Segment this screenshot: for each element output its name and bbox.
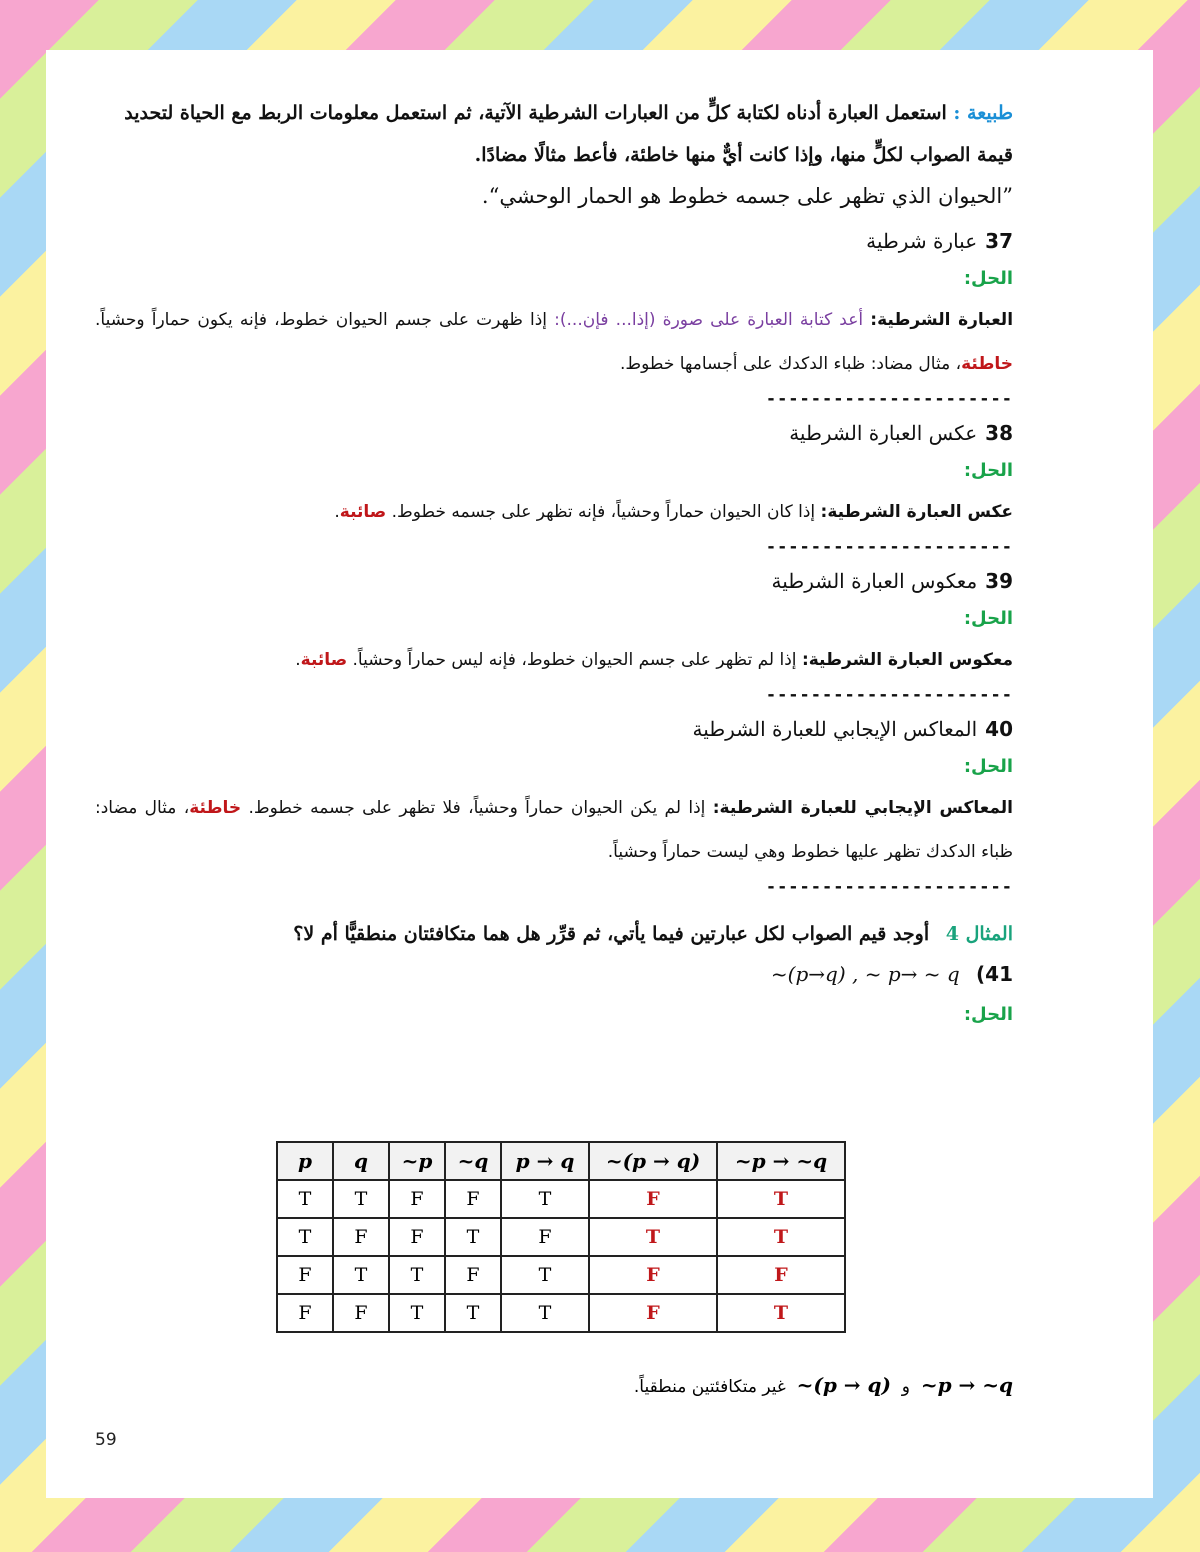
question-39-heading: [95, 564, 1013, 598]
header-p: p: [277, 1142, 333, 1180]
conclusion-expr-1: ~p → ~q: [920, 1373, 1013, 1397]
answer-39-text: إذا لم تظهر على جسم الحيوان خطوط، فإنه ليس حماراً وحشياً.: [352, 650, 797, 670]
question-38-number: 38: [985, 421, 1013, 445]
header-not-p: ~p: [389, 1142, 445, 1180]
separator-line: ----------------------: [765, 685, 1013, 705]
header-not-q: ~q: [445, 1142, 501, 1180]
table-cell: F: [389, 1180, 445, 1218]
header-q: q: [333, 1142, 389, 1180]
table-cell: T: [333, 1180, 389, 1218]
table-cell: T: [277, 1180, 333, 1218]
table-cell: F: [589, 1256, 717, 1294]
table-cell: T: [717, 1294, 845, 1332]
question-37-title: عبارة شرطية: [866, 229, 978, 253]
question-41-expression: ~(p→q) , ~ p→ ~ q: [770, 962, 960, 986]
table-cell: T: [389, 1294, 445, 1332]
separator-line: ----------------------: [765, 537, 1013, 557]
answer-39-end: .: [295, 650, 301, 670]
table-cell: T: [333, 1256, 389, 1294]
answer-38: [95, 490, 1013, 534]
solution-label-37: الحل:: [963, 268, 1013, 289]
intro-text: استعمل العبارة أدناه لكتابة كلٍّ من العبارات الشرطية الآتية، ثم استعمل معلومات الربط مع الحياة لتحديد قيمة الصواب لكلٍّ منها، وإذا كانت أيٌّ منها خاطئة، فأعط مثالًا مضادًا.: [124, 102, 1013, 166]
table-cell: T: [389, 1256, 445, 1294]
answer-38-verdict: صائبة: [339, 502, 387, 522]
question-41-number: 41): [976, 962, 1013, 986]
header-not-p-implies-not-q: ~p → ~q: [717, 1142, 845, 1180]
table-cell: T: [501, 1256, 589, 1294]
table-cell: F: [389, 1218, 445, 1256]
question-41-heading: [95, 954, 1013, 994]
solution-label-38: الحل:: [963, 460, 1013, 481]
question-40-title: المعاكس الإيجابي للعبارة الشرطية: [692, 717, 978, 741]
separator-line: ----------------------: [765, 389, 1013, 409]
table-cell: F: [589, 1180, 717, 1218]
answer-39-lead: معكوس العبارة الشرطية:: [801, 650, 1013, 670]
question-39-title: معكوس العبارة الشرطية: [771, 569, 978, 593]
example-4-tag: المثال 4: [945, 923, 1013, 945]
answer-40: [95, 786, 1013, 874]
conclusion-line: [95, 1365, 1013, 1407]
question-38-title: عكس العبارة الشرطية: [789, 421, 978, 445]
answer-40-counterexample: ، مثال مضاد: ظباء الدكدك تظهر عليها خطوط وهي ليست حماراً وحشياً.: [95, 798, 1013, 862]
table-row: [277, 1294, 845, 1332]
question-40-number: 40: [985, 717, 1013, 741]
answer-37-text: إذا ظهرت على جسم الحيوان خطوط، فإنه يكون حماراً وحشياً.: [95, 310, 548, 330]
table-cell: F: [589, 1294, 717, 1332]
answer-37: [95, 298, 1013, 386]
example-4-heading: [95, 914, 1013, 954]
header-p-implies-q: p → q: [501, 1142, 589, 1180]
question-37-number: 37: [985, 229, 1013, 253]
truth-table: [276, 1141, 846, 1333]
conclusion-expr-2: ~(p → q): [796, 1373, 891, 1397]
answer-37-lead: العبارة الشرطية:: [870, 310, 1014, 330]
answer-39: [95, 638, 1013, 682]
question-38-heading: [95, 416, 1013, 450]
table-cell: F: [445, 1180, 501, 1218]
table-cell: T: [717, 1180, 845, 1218]
table-cell: T: [717, 1218, 845, 1256]
answer-40-text: إذا لم يكن الحيوان حماراً وحشياً، فلا تظهر على جسمه خطوط.: [248, 798, 706, 818]
table-cell: T: [445, 1294, 501, 1332]
conclusion-text: غير متكافئتين منطقياً.: [633, 1377, 786, 1397]
answer-39-verdict: صائبة: [300, 650, 348, 670]
conclusion-and: و: [901, 1377, 911, 1397]
table-cell: F: [277, 1294, 333, 1332]
solution-label-40: الحل:: [963, 756, 1013, 777]
header-not-p-implies-q: ~(p → q): [589, 1142, 717, 1180]
table-cell: F: [277, 1256, 333, 1294]
table-cell: T: [501, 1180, 589, 1218]
table-cell: F: [333, 1218, 389, 1256]
answer-37-verdict: خاطئة: [961, 354, 1013, 374]
table-cell: T: [445, 1218, 501, 1256]
question-39-number: 39: [985, 569, 1013, 593]
answer-37-counterexample: ، مثال مضاد: ظباء الدكدك على أجسامها خطوط.: [619, 354, 962, 374]
table-cell: T: [589, 1218, 717, 1256]
intro-paragraph: [95, 92, 1013, 176]
intro-tag: طبيعة :: [953, 102, 1013, 124]
table-cell: T: [277, 1218, 333, 1256]
example-4-text: أوجد قيم الصواب لكل عبارتين فيما يأتي، ثم قرِّر هل هما متكافئتان منطقيًّا أم لا؟: [293, 923, 930, 945]
table-row: [277, 1218, 845, 1256]
answer-38-text: إذا كان الحيوان حماراً وحشياً، فإنه تظهر على جسمه خطوط.: [391, 502, 816, 522]
table-cell: F: [501, 1218, 589, 1256]
page-content: [95, 92, 1013, 1034]
table-row: [277, 1180, 845, 1218]
table-row: [277, 1256, 845, 1294]
question-37-heading: [95, 224, 1013, 258]
intro-quote: ”الحيوان الذي تظهر على جسمه خطوط هو الحمار الوحشي“.: [481, 184, 1013, 208]
answer-37-hint: أعد كتابة العبارة على صورة (إذا... فإن...):: [554, 310, 864, 330]
solution-label-39: الحل:: [963, 608, 1013, 629]
solution-label-41: الحل:: [963, 1004, 1013, 1025]
table-cell: F: [333, 1294, 389, 1332]
table-cell: F: [445, 1256, 501, 1294]
answer-38-end: .: [334, 502, 340, 522]
answer-40-verdict: خاطئة: [189, 798, 242, 818]
page-number: 59: [95, 1430, 117, 1450]
answer-40-lead: المعاكس الإيجابي للعبارة الشرطية:: [712, 798, 1014, 818]
question-40-heading: [95, 712, 1013, 746]
truth-table-header-row: [277, 1142, 845, 1180]
table-cell: T: [501, 1294, 589, 1332]
table-cell: F: [717, 1256, 845, 1294]
answer-38-lead: عكس العبارة الشرطية:: [820, 502, 1013, 522]
separator-line: ----------------------: [765, 877, 1013, 897]
